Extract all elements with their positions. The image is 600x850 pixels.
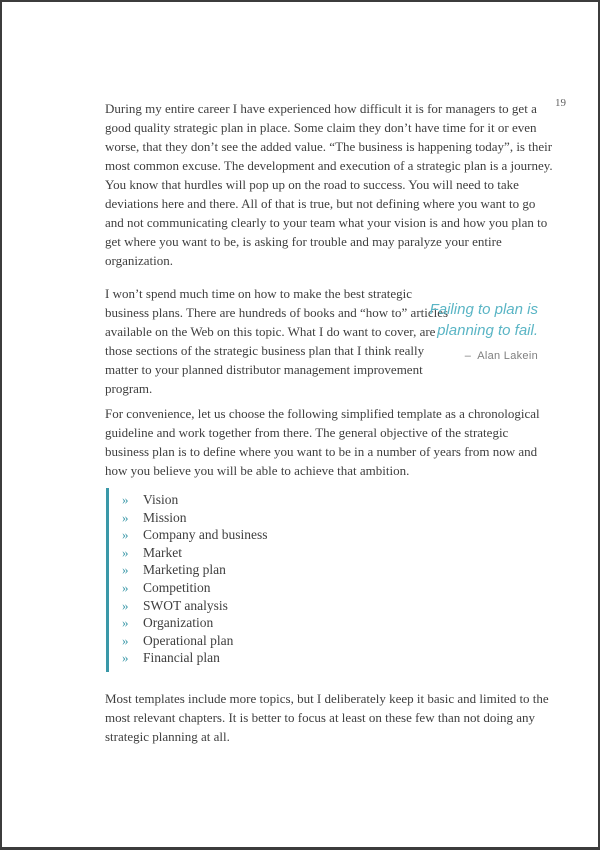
paragraph-4: Most templates include more topics, but I deliberately keep it basic and limited to the most relevant chapters. It is better to focus at least on these few than not doing any strategic planning at all.: [105, 691, 549, 744]
list-item: [109, 597, 426, 615]
chevron-right-marker-icon: »: [122, 597, 129, 613]
list-item-label: Financial plan: [143, 650, 220, 666]
list-item-label: Operational plan: [143, 632, 234, 648]
topics-list: [106, 488, 426, 672]
list-item: [109, 509, 426, 527]
list-item: [109, 632, 426, 650]
list-item-label: Market: [143, 544, 182, 560]
chevron-right-marker-icon: »: [122, 650, 129, 666]
paragraph-3: For convenience, let us choose the following simplified template as a chronological guideline and work together from there. The general objective of the strategic business plan is to define where you want to be in a number of years from now and how you believe you will be able to achieve that ambition.: [105, 406, 540, 478]
pull-quote-text: Failing to plan is planning to fail.: [429, 301, 538, 339]
list-item-label: Company and business: [143, 527, 268, 543]
list-item-label: Organization: [143, 615, 214, 631]
list-item-label: Mission: [143, 509, 187, 525]
list-item-label: Competition: [143, 579, 211, 595]
quote-attribution: [405, 350, 538, 362]
chevron-right-marker-icon: »: [122, 492, 129, 507]
list-item-label: Vision: [143, 492, 179, 507]
page-number: 19: [555, 97, 566, 109]
chevron-right-marker-icon: »: [122, 579, 129, 595]
list-item: [109, 649, 426, 667]
list-item: [109, 491, 426, 509]
list-item-label: Marketing plan: [143, 562, 226, 578]
paragraph-2: I won’t spend much time on how to make the best strategic business plans. There are hundreds of books and “how to” articles available on the Web on this topic. What I do want to cover, are those sections of the strategic business plan that I think really matter to your planned distributor management improvement program.: [105, 286, 449, 396]
chevron-right-marker-icon: »: [122, 544, 129, 560]
list-item: [109, 614, 426, 632]
list-item: [109, 561, 426, 579]
list-item-label: SWOT analysis: [143, 597, 228, 613]
chevron-right-marker-icon: »: [122, 615, 129, 631]
attribution-name: Alan Lakein: [477, 350, 538, 362]
chevron-right-marker-icon: »: [122, 527, 129, 543]
list-item: [109, 579, 426, 597]
chevron-right-marker-icon: »: [122, 509, 129, 525]
attribution-dash: –: [464, 350, 472, 362]
paragraph-1: During my entire career I have experienced how difficult it is for managers to get a good quality strategic plan in place. Some claim they don’t have time for it or even worse, that they don’t see the added value. “The business is happening today”, is their most common excuse. The development and execution of a strategic plan is a journey. You know that hurdles will pop up on the road to success. You will need to take deviations here and there. All of that is true, but not defining where you want to go and not communicating clearly to your team what your vision is and how you plan to get where you want to be, is asking for trouble and may paralyze your entire organization.: [105, 101, 553, 268]
pull-quote: [405, 299, 538, 362]
chevron-right-marker-icon: »: [122, 562, 129, 578]
list-item: [109, 526, 426, 544]
chevron-right-marker-icon: »: [122, 632, 129, 648]
list-item: [109, 544, 426, 562]
